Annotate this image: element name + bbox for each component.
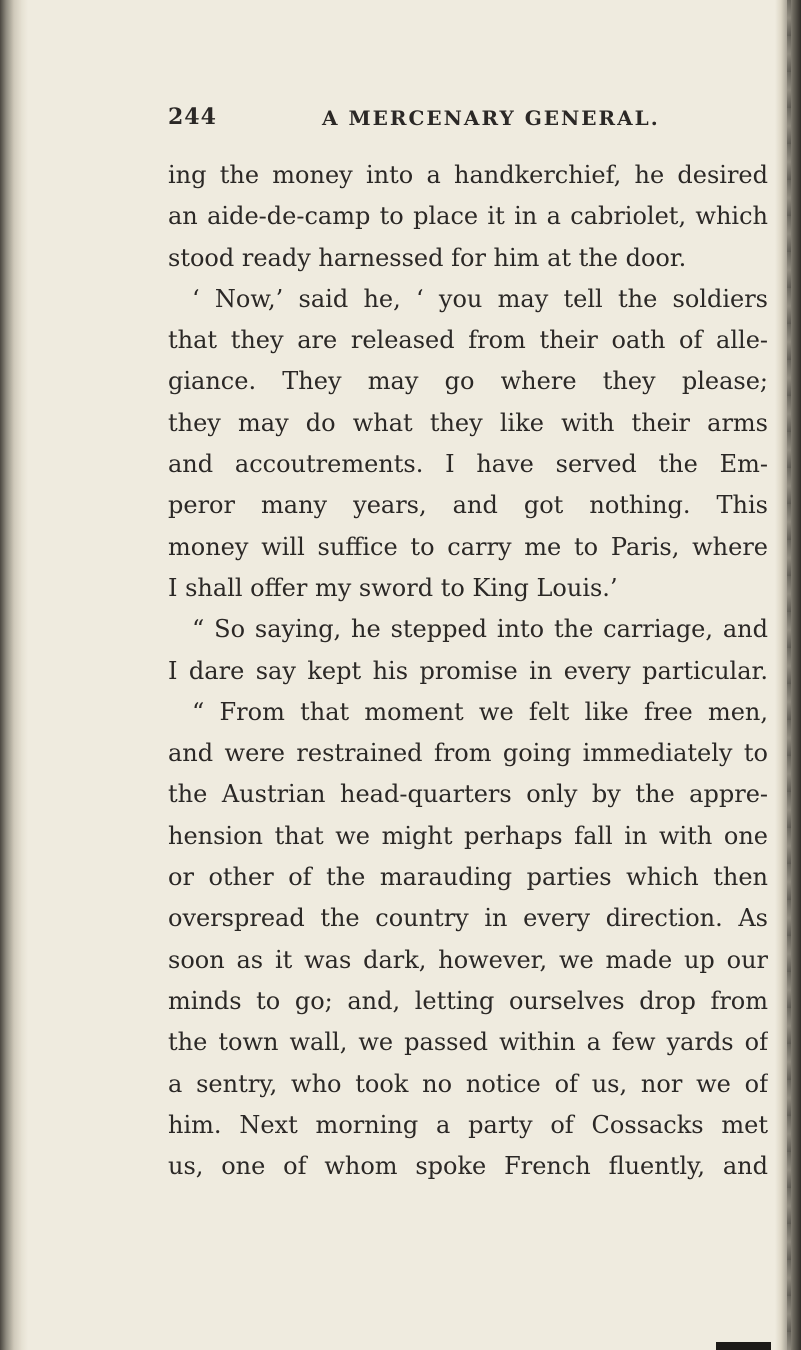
text-line: “ So saying, he stepped into the carriage, and [192, 615, 768, 644]
text-line: and accoutrements. I have served the Em- [168, 450, 768, 479]
text-line: him. Next morning a party of Cossacks met [168, 1110, 768, 1139]
page-header [168, 104, 768, 144]
text-line: ‘ Now,’ said he, ‘ you may tell the soldiers [192, 284, 768, 313]
text-line: or other of the marauding parties which then [168, 863, 768, 892]
text-line: overspread the country in every direction. As [168, 904, 768, 933]
text-line: the Austrian head-quarters only by the appre- [168, 780, 768, 809]
scan-mark [716, 1342, 771, 1350]
text-line: I dare say kept his promise in every particular. [168, 656, 768, 685]
text-line: a sentry, who took no notice of us, nor we of [168, 1069, 768, 1098]
page-binding-shadow [0, 0, 28, 1350]
text-line: ing the money into a handkerchief, he desired [168, 161, 768, 189]
running-head: A MERCENARY GENERAL. [322, 106, 660, 130]
text-line: hension that we might perhaps fall in with one [168, 821, 768, 850]
text-line: us, one of whom spoke French fluently, and [168, 1152, 768, 1181]
text-line: the town wall, we passed within a few yards of [168, 1028, 768, 1057]
text-line: money will suffice to carry me to Paris, where [168, 532, 768, 561]
body-text [168, 155, 768, 1187]
text-line: minds to go; and, letting ourselves drop from [168, 986, 768, 1015]
text-line: soon as it was dark, however, we made up our [168, 945, 768, 974]
text-line: giance. They may go where they please; [168, 367, 768, 396]
text-line: “ From that moment we felt like free men, [192, 697, 768, 726]
page-number: 244 [168, 104, 217, 130]
text-line: I shall offer my sword to King Louis.’ [168, 573, 618, 602]
text-line: they may do what they like with their arms [168, 408, 768, 437]
text-line: that they are released from their oath of alle- [168, 326, 768, 355]
text-line: stood ready harnessed for him at the door. [168, 243, 687, 272]
text-line: an aide-de-camp to place it in a cabriolet, which [168, 202, 768, 231]
text-line: peror many years, and got nothing. This [168, 491, 768, 520]
text-line: and were restrained from going immediately to [168, 739, 768, 768]
page-edge-strip [787, 0, 791, 1350]
